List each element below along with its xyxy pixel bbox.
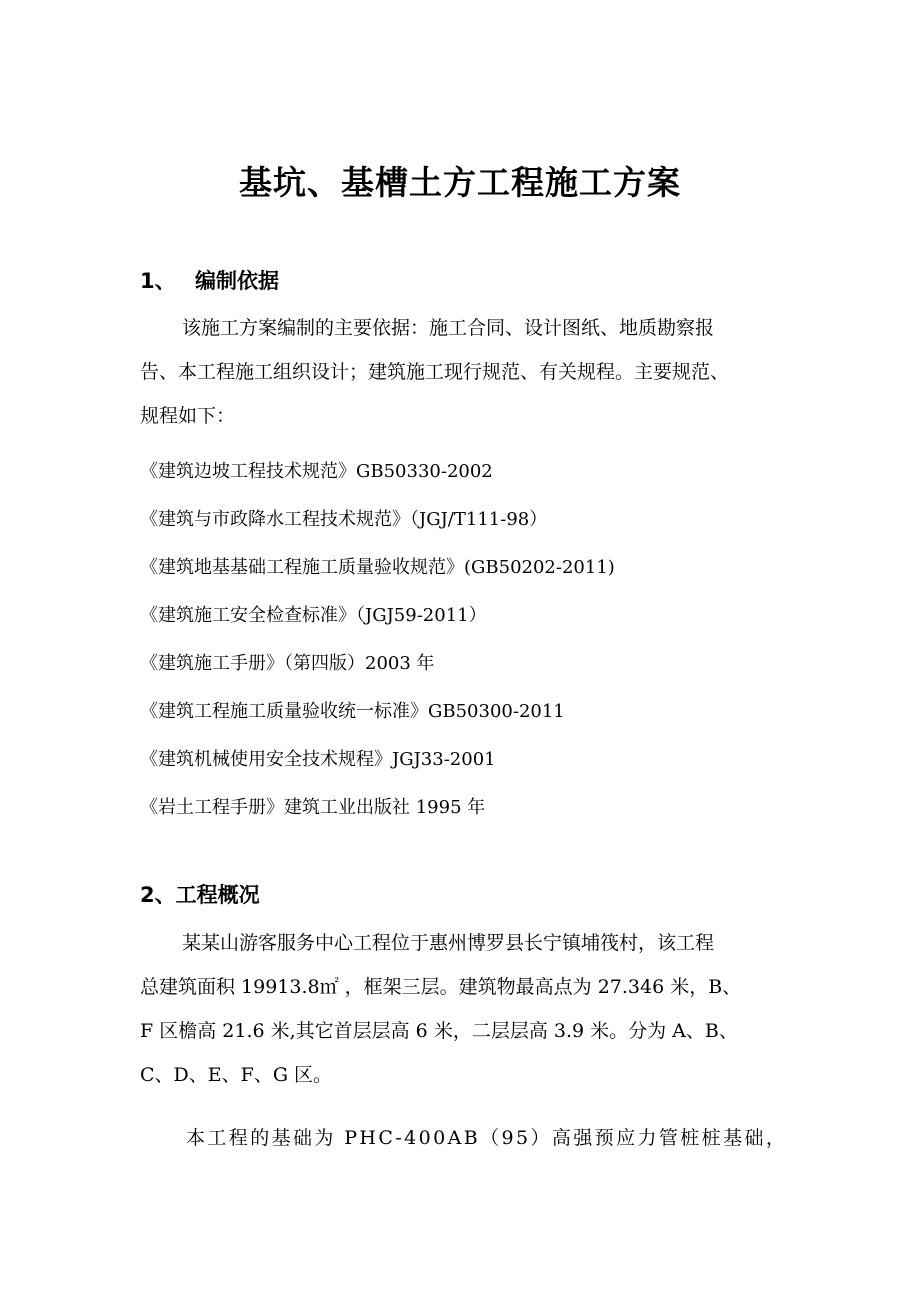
section-heading-basis [140, 264, 279, 298]
reference-item: 《建筑边坡工程技术规范》GB50330-2002 [140, 461, 493, 482]
reference-item: 《建筑地基基础工程施工质量验收规范》(GB50202-2011) [140, 557, 615, 578]
section-number: 1、 [140, 269, 176, 293]
paragraph-line: 该施工方案编制的主要依据：施工合同、设计图纸、地质勘察报 [182, 317, 715, 339]
section-heading-overview: 2、工程概况 [140, 883, 260, 907]
document-title: 基坑、基槽土方工程施工方案 [239, 163, 681, 202]
paragraph-line: 规程如下： [140, 405, 236, 427]
reference-item: 《建筑施工手册》（第四版）2003 年 [140, 653, 435, 674]
reference-item: 《岩土工程手册》建筑工业出版社 1995 年 [140, 797, 486, 818]
reference-item: 《建筑机械使用安全技术规程》JGJ33-2001 [140, 749, 496, 770]
basis-paragraph [140, 306, 784, 438]
paragraph-line: 本工程的基础为 PHC-400AB（95）高强预应力管桩桩基础， [186, 1127, 788, 1149]
paragraph-line: C、D、E、F、G 区。 [140, 1064, 333, 1086]
section-title: 编制依据 [195, 269, 279, 293]
reference-item: 《建筑工程施工质量验收统一标准》GB50300-2011 [140, 701, 565, 722]
paragraph-line: 总建筑面积 19913.8㎡ ，框架三层。建筑物最高点为 27.346 米，B、 [140, 976, 742, 998]
paragraph-line: 告、本工程施工组织设计；建筑施工现行规范、有关规程。主要规范、 [140, 361, 730, 383]
reference-item: 《建筑与市政降水工程技术规范》（JGJ/T111-98） [140, 509, 548, 530]
paragraph-line: 某某山游客服务中心工程位于惠州博罗县长宁镇埔筏村，该工程 [182, 932, 715, 954]
overview-paragraph [140, 921, 784, 1097]
foundation-paragraph [140, 1116, 788, 1160]
reference-item: 《建筑施工安全检查标准》（JGJ59-2011） [140, 605, 487, 626]
paragraph-line: F 区檐高 21.6 米,其它首层层高 6 米，二层层高 3.9 米。分为 A、B、 [140, 1020, 738, 1042]
